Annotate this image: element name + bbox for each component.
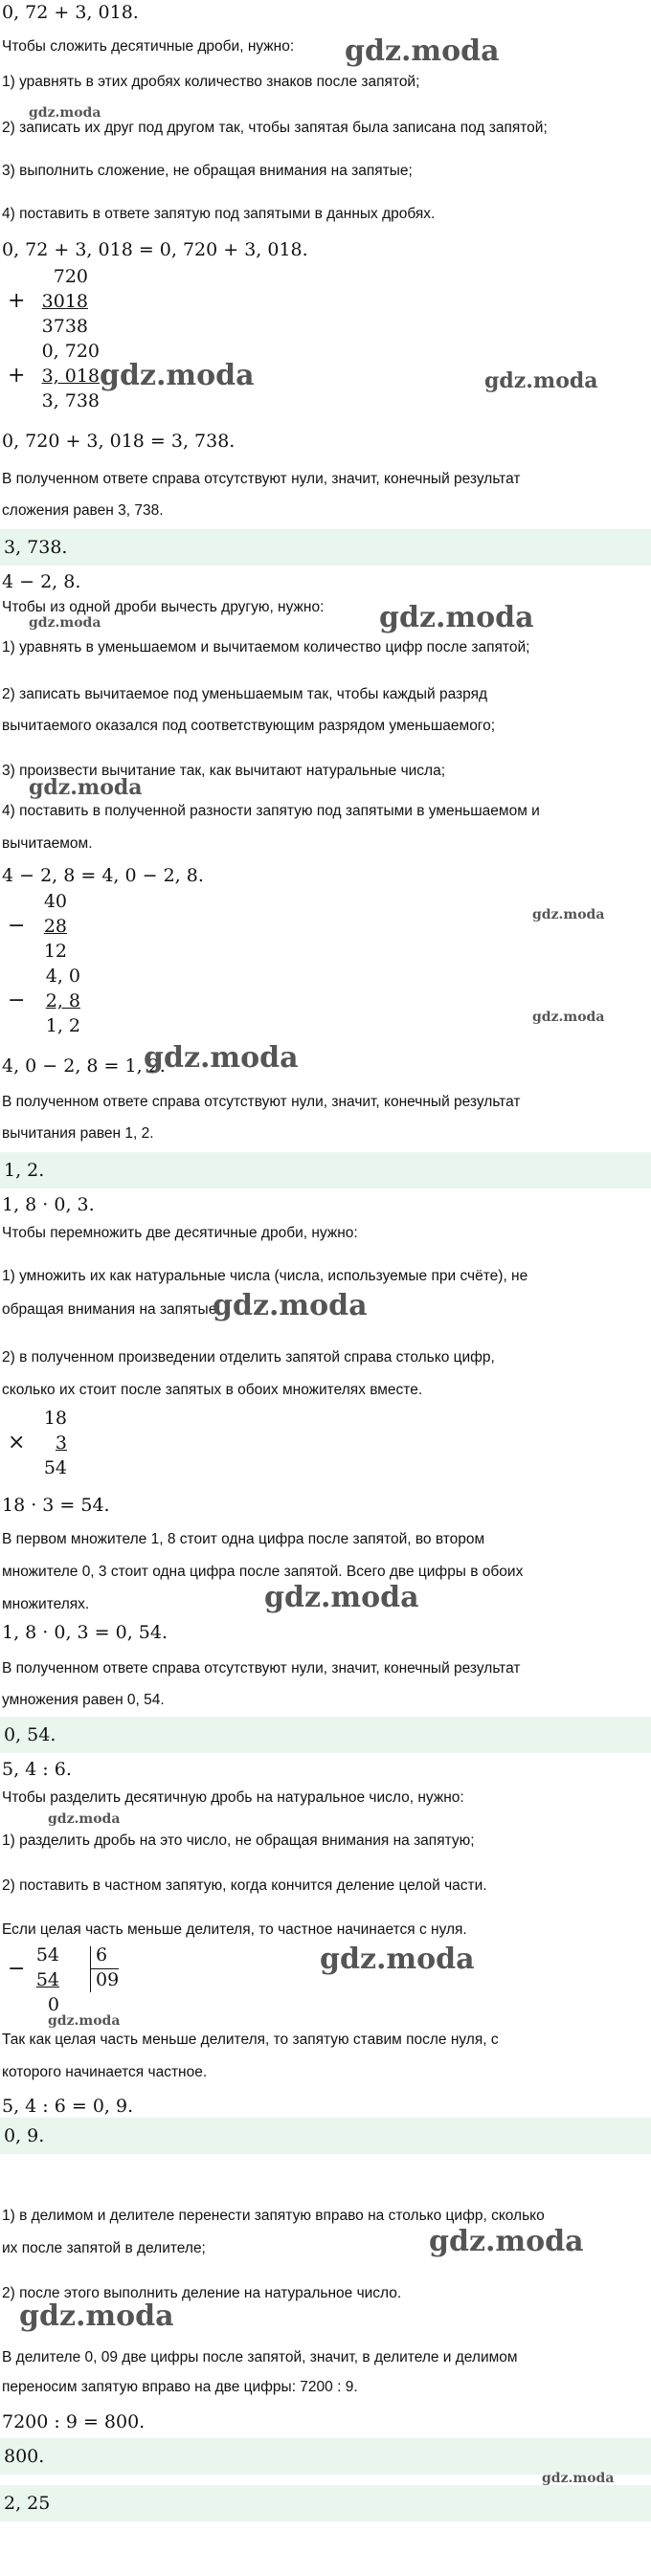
- s2-step-4b: вычитаемом.: [2, 835, 93, 852]
- s3-note-a: В первом множителе 1, 8 стоит одна цифра после запятой, во втором: [2, 1531, 485, 1547]
- s3-note-1: В полученном ответе справа отсутствуют нули, значит, конечный результат: [2, 1660, 521, 1677]
- s3-col-result: 54: [43, 1457, 67, 1478]
- s4-quotient: 09: [96, 1969, 120, 1990]
- watermark-logo: gdz.moda: [379, 601, 534, 634]
- s1-col2-result: 3, 738: [41, 390, 100, 411]
- s4-expression: 5, 4 : 6.: [2, 1759, 72, 1780]
- s1-col1-sign: +: [8, 289, 26, 313]
- s4-step-3: Если целая часть меньше делителя, то частное начинается с нуля.: [2, 1921, 467, 1938]
- s2-step-3: 3) произвести вычитание так, как вычитают натуральные числа;: [2, 763, 446, 779]
- s1-col1-result: 3738: [41, 316, 88, 337]
- watermark-logo: gdz.moda: [542, 2471, 615, 2486]
- s2-step-2a: 2) записать вычитаемое под уменьшаемым так, чтобы каждый разряд: [2, 686, 488, 702]
- s3-step-2b: сколько их стоит после запятых в обоих множителях вместе.: [2, 1382, 423, 1398]
- s1-note-1: В полученном ответе справа отсутствуют нули, значит, конечный результат: [2, 471, 521, 487]
- s3-step-2a: 2) в полученном произведении отделить запятой справа столько цифр,: [2, 1349, 495, 1366]
- watermark-logo: gdz.moda: [429, 2225, 584, 2258]
- s4-intro: Чтобы разделить десятичную дробь на натуральное число, нужно:: [2, 1789, 464, 1806]
- watermark-logo: gdz.moda: [532, 907, 605, 922]
- s1-col1-b: 3018: [41, 291, 88, 312]
- s4-answer-box: [0, 2118, 651, 2154]
- watermark-logo: gdz.moda: [144, 1041, 299, 1075]
- watermark-logo: gdz.moda: [19, 2299, 174, 2333]
- s1-step-1: 1) уравнять в этих дробях количество знаков после запятой;: [2, 74, 420, 90]
- s3-answer: 0, 54.: [4, 1724, 56, 1745]
- s2-col2-result: 1, 2: [45, 1015, 80, 1036]
- watermark-logo: gdz.moda: [29, 775, 143, 800]
- s2-col1-result: 12: [43, 941, 67, 962]
- s1-step-4: 4) поставить в ответе запятую под запятыми в данных дробях.: [2, 206, 436, 222]
- s5-answer-box-2: [0, 2485, 651, 2521]
- s3-note-2: умножения равен 0, 54.: [2, 1692, 165, 1708]
- s2-answer: 1, 2.: [4, 1160, 45, 1181]
- s4-divisor: 6: [96, 1944, 108, 1965]
- s2-answer-box: [0, 1152, 651, 1188]
- s2-col2-b: 2, 8: [45, 990, 80, 1011]
- s1-col1-a: 720: [53, 266, 88, 287]
- watermark-logo: gdz.moda: [484, 368, 598, 393]
- s1-col2-sign: +: [8, 364, 26, 388]
- s4-note-1: Так как целая часть меньше делителя, то запятую ставим после нуля, с: [2, 2032, 499, 2048]
- watermark-logo: gdz.moda: [264, 1581, 419, 1614]
- s2-note-1: В полученном ответе справа отсутствуют нули, значит, конечный результат: [2, 1094, 521, 1110]
- s4-result: 5, 4 : 6 = 0, 9.: [2, 2096, 134, 2117]
- watermark-logo: gdz.moda: [29, 615, 101, 631]
- s1-equality: 0, 72 + 3, 018 = 0, 720 + 3, 018.: [2, 239, 308, 260]
- s4-step-1: 1) разделить дробь на это число, не обращая внимания на запятую;: [2, 1832, 475, 1849]
- s5-note-2: переносим запятую вправо на две цифры: 7200 : 9.: [2, 2379, 358, 2395]
- s3-col-a: 18: [43, 1408, 67, 1429]
- s1-note-2: сложения равен 3, 738.: [2, 502, 164, 519]
- s2-col1-b: 28: [43, 916, 67, 937]
- s2-col2-a: 4, 0: [45, 966, 80, 987]
- s2-step-1: 1) уравнять в уменьшаемом и вычитаемом количество цифр после запятой;: [2, 639, 530, 655]
- s3-note-c: множителях.: [2, 1596, 90, 1612]
- s2-col2-sign: −: [8, 988, 26, 1012]
- s1-intro: Чтобы сложить десятичные дроби, нужно:: [2, 38, 295, 55]
- watermark-logo: gdz.moda: [532, 1010, 605, 1025]
- s5-answer-1: 800.: [4, 2446, 45, 2467]
- s3-result: 1, 8 · 0, 3 = 0, 54.: [2, 1622, 168, 1643]
- watermark-logo: gdz.moda: [345, 34, 500, 68]
- s3-note-b: множителе 0, 3 стоит одна цифра после запятой. Всего две цифры в обоих: [2, 1564, 524, 1580]
- s5-step-1a: 1) в делимом и делителе перенести запятую вправо на столько цифр, сколько: [2, 2208, 545, 2224]
- watermark-logo: gdz.moda: [213, 1289, 368, 1322]
- s3-expression: 1, 8 · 0, 3.: [2, 1194, 95, 1215]
- s1-result: 0, 720 + 3, 018 = 3, 738.: [2, 431, 236, 452]
- s3-step-1a: 1) умножить их как натуральные числа (числа, используемые при счёте), не: [2, 1268, 528, 1284]
- s3-mult: 18 · 3 = 54.: [2, 1495, 110, 1516]
- watermark-logo: gdz.moda: [48, 2013, 121, 2029]
- s3-intro: Чтобы перемножить две десятичные дроби, нужно:: [2, 1225, 358, 1241]
- s2-step-2b: вычитаемого оказался под соответствующим разрядом уменьшаемого;: [2, 718, 496, 734]
- s2-intro: Чтобы из одной дроби вычесть другую, нужно:: [2, 599, 325, 615]
- s3-col-sign: ×: [8, 1431, 26, 1455]
- s1-answer: 3, 738.: [4, 537, 68, 558]
- watermark-logo: gdz.moda: [320, 1943, 475, 1976]
- watermark-logo: gdz.moda: [48, 1811, 121, 1827]
- s2-step-4a: 4) поставить в полученной разности запятую под запятыми в уменьшаемом и: [2, 803, 540, 819]
- s1-expression: 0, 72 + 3, 018.: [2, 2, 139, 23]
- s1-answer-box: [0, 529, 651, 566]
- s4-subtrahend: 54: [35, 1969, 59, 1990]
- s1-col2-b: 3, 018: [41, 366, 100, 387]
- s5-note-1: В делителе 0, 09 две цифры после запятой, значит, в делителе и делимом: [2, 2349, 518, 2365]
- s4-note-2: которого начинается частное.: [2, 2064, 208, 2080]
- s4-answer: 0, 9.: [4, 2125, 45, 2146]
- s4-step-2: 2) поставить в частном запятую, когда кончится деление целой части.: [2, 1877, 487, 1894]
- s1-step-2: 2) записать их друг под другом так, чтобы запятая была записана под запятой;: [2, 120, 548, 136]
- watermark-logo: gdz.moda: [29, 105, 101, 121]
- s2-col1-sign: −: [8, 914, 26, 938]
- s3-col-b: 3: [55, 1432, 67, 1454]
- s4-division-bar: [90, 1946, 91, 1992]
- s1-col2-a: 0, 720: [41, 341, 100, 362]
- s2-equality: 4 − 2, 8 = 4, 0 − 2, 8.: [2, 865, 204, 886]
- s3-answer-box: [0, 1717, 651, 1753]
- s2-expression: 4 − 2, 8.: [2, 571, 81, 592]
- s3-step-1b: обращая внимания на запятые;: [2, 1301, 221, 1318]
- s4-remainder: 0: [47, 1994, 59, 2015]
- s2-col1-a: 40: [43, 891, 67, 912]
- s4-div-sign: −: [8, 1957, 26, 1981]
- s5-result: 7200 : 9 = 800.: [2, 2411, 146, 2432]
- s2-note-2: вычитания равен 1, 2.: [2, 1125, 154, 1142]
- s1-step-3: 3) выполнить сложение, не обращая внимания на запятые;: [2, 163, 413, 179]
- s5-answer-2: 2, 25: [4, 2493, 51, 2514]
- s2-result: 4, 0 − 2, 8 = 1, 2.: [2, 1055, 166, 1077]
- s5-step-2: 2) после этого выполнить деление на натуральное число.: [2, 2285, 402, 2301]
- s4-dividend: 54: [35, 1944, 59, 1965]
- s5-step-1b: их после запятой в делителе;: [2, 2240, 206, 2256]
- s5-answer-box-1: [0, 2438, 651, 2475]
- watermark-logo: gdz.moda: [100, 359, 255, 392]
